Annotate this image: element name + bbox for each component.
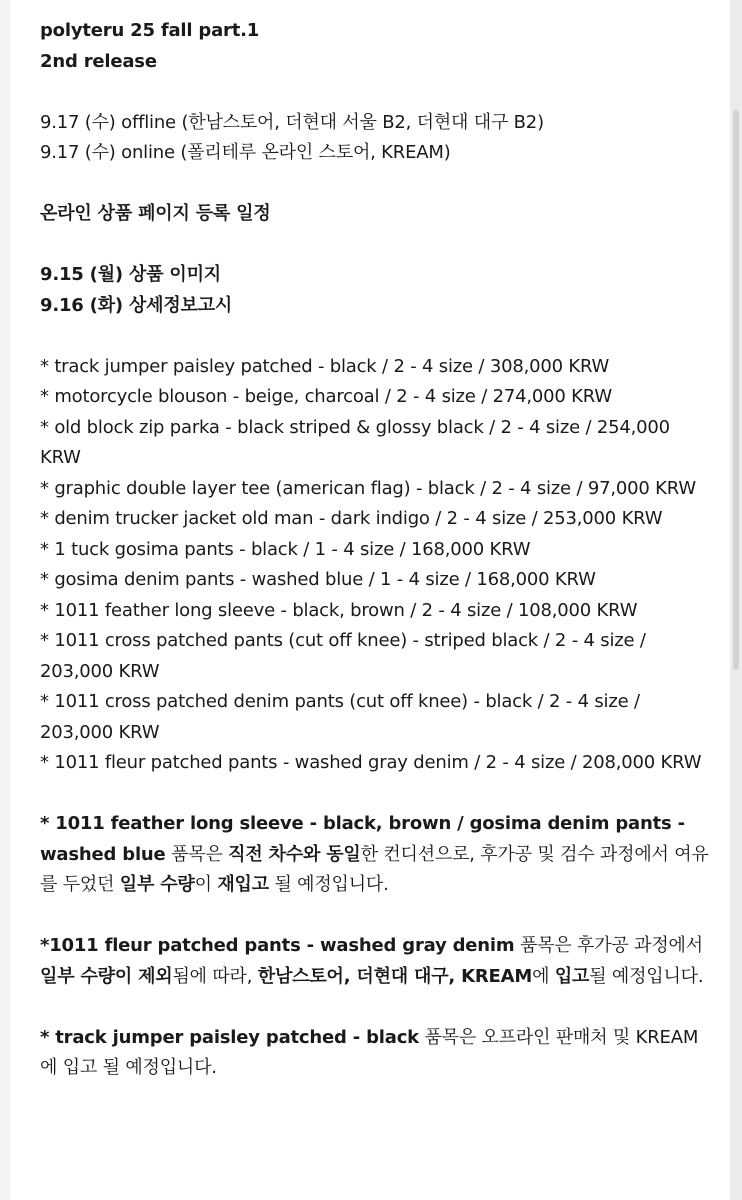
spacer bbox=[40, 992, 710, 1023]
post-subtitle: 2nd release bbox=[40, 50, 157, 72]
schedule-item-images: 9.15 (월) 상품 이미지 bbox=[40, 264, 221, 285]
note-text: 품목은 오프라인 판매처 및 KREAM에 입고 될 예정입니다. bbox=[40, 1026, 699, 1078]
note-emphasis: 한남스토어, 더현대 대구, KREAM bbox=[257, 965, 533, 987]
note-text: 이 bbox=[194, 874, 218, 895]
product-item: * 1011 cross patched pants (cut off knee) - striped black / 2 - 4 size / 203,000 KRW bbox=[40, 630, 646, 682]
note-emphasis: 재입고 bbox=[217, 874, 269, 895]
spacer bbox=[40, 321, 710, 352]
note-text: 될 예정입니다. bbox=[268, 874, 389, 895]
product-item: * track jumper paisley patched - black / 2 - 4 size / 308,000 KRW bbox=[40, 355, 610, 377]
post-title: polyteru 25 fall part.1 bbox=[40, 20, 260, 41]
content-sheet bbox=[10, 0, 730, 1200]
note-emphasis: 일부 수량 bbox=[119, 874, 195, 895]
release-date-offline: 9.17 (수) offline (한남스토어, 더현대 서울 B2, 더현대 대구 B2) bbox=[40, 111, 544, 133]
product-list bbox=[40, 352, 710, 779]
scrollbar-track[interactable] bbox=[730, 0, 742, 1200]
note-text: 품목은 bbox=[165, 843, 229, 865]
spacer bbox=[40, 77, 710, 108]
note-emphasis: 입고 bbox=[554, 965, 590, 987]
left-margin bbox=[0, 0, 10, 1200]
note-text: 에 bbox=[532, 965, 555, 987]
product-item: * 1011 cross patched denim pants (cut off knee) - black / 2 - 4 size / 203,000 KRW bbox=[40, 691, 640, 743]
stock-exclusion-note bbox=[40, 931, 710, 992]
schedule-item-details: 9.16 (화) 상세정보고시 bbox=[40, 294, 233, 316]
spacer bbox=[40, 169, 710, 200]
product-item: * 1011 fleur patched pants - washed gray denim / 2 - 4 size / 208,000 KRW bbox=[40, 752, 702, 773]
note-text: 품목은 후가공 과정에서 bbox=[514, 935, 703, 956]
spacer bbox=[40, 779, 710, 810]
product-item: * old block zip parka - black striped & glossy black / 2 - 4 size / 254,000 KRW bbox=[40, 416, 670, 468]
product-item: * 1011 feather long sleeve - black, brown / 2 - 4 size / 108,000 KRW bbox=[40, 599, 638, 621]
note-text: 될 예정입니다. bbox=[589, 965, 704, 987]
note-emphasis: *1011 fleur patched pants - washed gray denim bbox=[40, 935, 515, 956]
product-item: * motorcycle blouson - beige, charcoal / 2 - 4 size / 274,000 KRW bbox=[40, 386, 612, 407]
post-body bbox=[10, 0, 730, 1084]
note-emphasis: 일부 수량이 제외 bbox=[40, 965, 173, 987]
spacer bbox=[40, 230, 710, 261]
note-emphasis: * track jumper paisley patched - black bbox=[40, 1026, 419, 1048]
scrollbar-thumb[interactable] bbox=[733, 110, 739, 670]
product-item: * gosima denim pants - washed blue / 1 - 4 size / 168,000 KRW bbox=[40, 569, 596, 590]
spacer bbox=[40, 901, 710, 932]
product-item: * graphic double layer tee (american flag) - black / 2 - 4 size / 97,000 KRW bbox=[40, 477, 696, 499]
release-date-online: 9.17 (수) online (폴리테루 온라인 스토어, KREAM) bbox=[40, 142, 451, 163]
note-text: 한 컨디션으로, 후가공 및 검수 과정에서 여유를 두었던 bbox=[40, 843, 709, 895]
retail-channel-note bbox=[40, 1023, 710, 1084]
product-item: * denim trucker jacket old man - dark indigo / 2 - 4 size / 253,000 KRW bbox=[40, 508, 663, 529]
note-emphasis: 직전 차수와 동일 bbox=[228, 843, 361, 865]
note-emphasis: * 1011 feather long sleeve - black, brown / gosima denim pants - washed blue bbox=[40, 813, 685, 865]
product-item: * 1 tuck gosima pants - black / 1 - 4 size / 168,000 KRW bbox=[40, 538, 531, 560]
restock-note bbox=[40, 809, 710, 901]
note-text: 됨에 따라, bbox=[172, 965, 258, 987]
schedule-heading: 온라인 상품 페이지 등록 일정 bbox=[40, 203, 271, 224]
